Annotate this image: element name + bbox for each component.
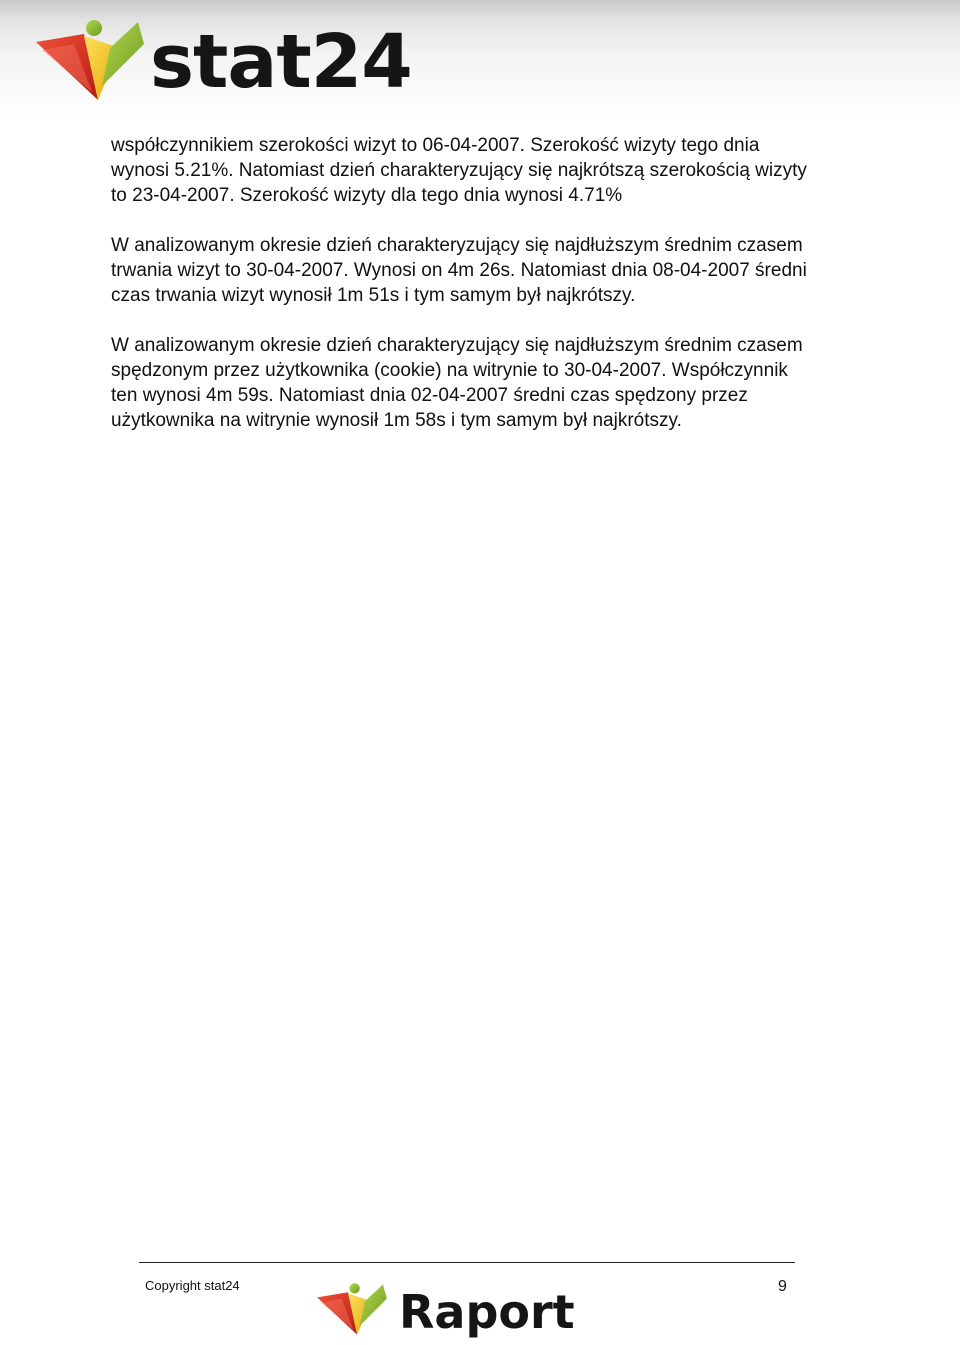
raport-logo-icon — [312, 1278, 392, 1340]
brand-name: stat24 — [150, 19, 412, 105]
page-number: 9 — [778, 1278, 787, 1295]
paragraph: współczynnikiem szerokości wizyt to 06-04-2007. Szerokość wizyty tego dnia wynosi 5.21%. Natomiast dzień charakteryzujący się najkrótszą szerokością wizyty to 23-04-2007. Szerokość wizyty dla tego dnia wynosi 4.71% — [111, 135, 807, 206]
footer-divider — [139, 1262, 795, 1263]
page-header — [0, 0, 960, 118]
paragraph: W analizowanym okresie dzień charakteryzujący się najdłuższym średnim czasem trwania wizyt to 30-04-2007. Wynosi on 4m 26s. Natomiast dnia 08-04-2007 średni czas trwania wizyt wynosił 1m 51s i tym samym był najkrótszy. — [111, 235, 807, 306]
stat24-logo-icon — [28, 14, 152, 106]
copyright-text: Copyright stat24 — [145, 1278, 240, 1293]
report-body — [111, 133, 811, 458]
paragraph: W analizowanym okresie dzień charakteryzujący się najdłuższym średnim czasem spędzonym przez użytkownika (cookie) na witrynie to 30-04-2007. Współczynnik ten wynosi 4m 59s. Natomiast dnia 02-04-2007 średni czas spędzony przez użytkownika na witrynie wynosił 1m 58s i tym samym był najkrótszy. — [111, 335, 803, 431]
raport-logo-text: Raport — [399, 1285, 575, 1339]
